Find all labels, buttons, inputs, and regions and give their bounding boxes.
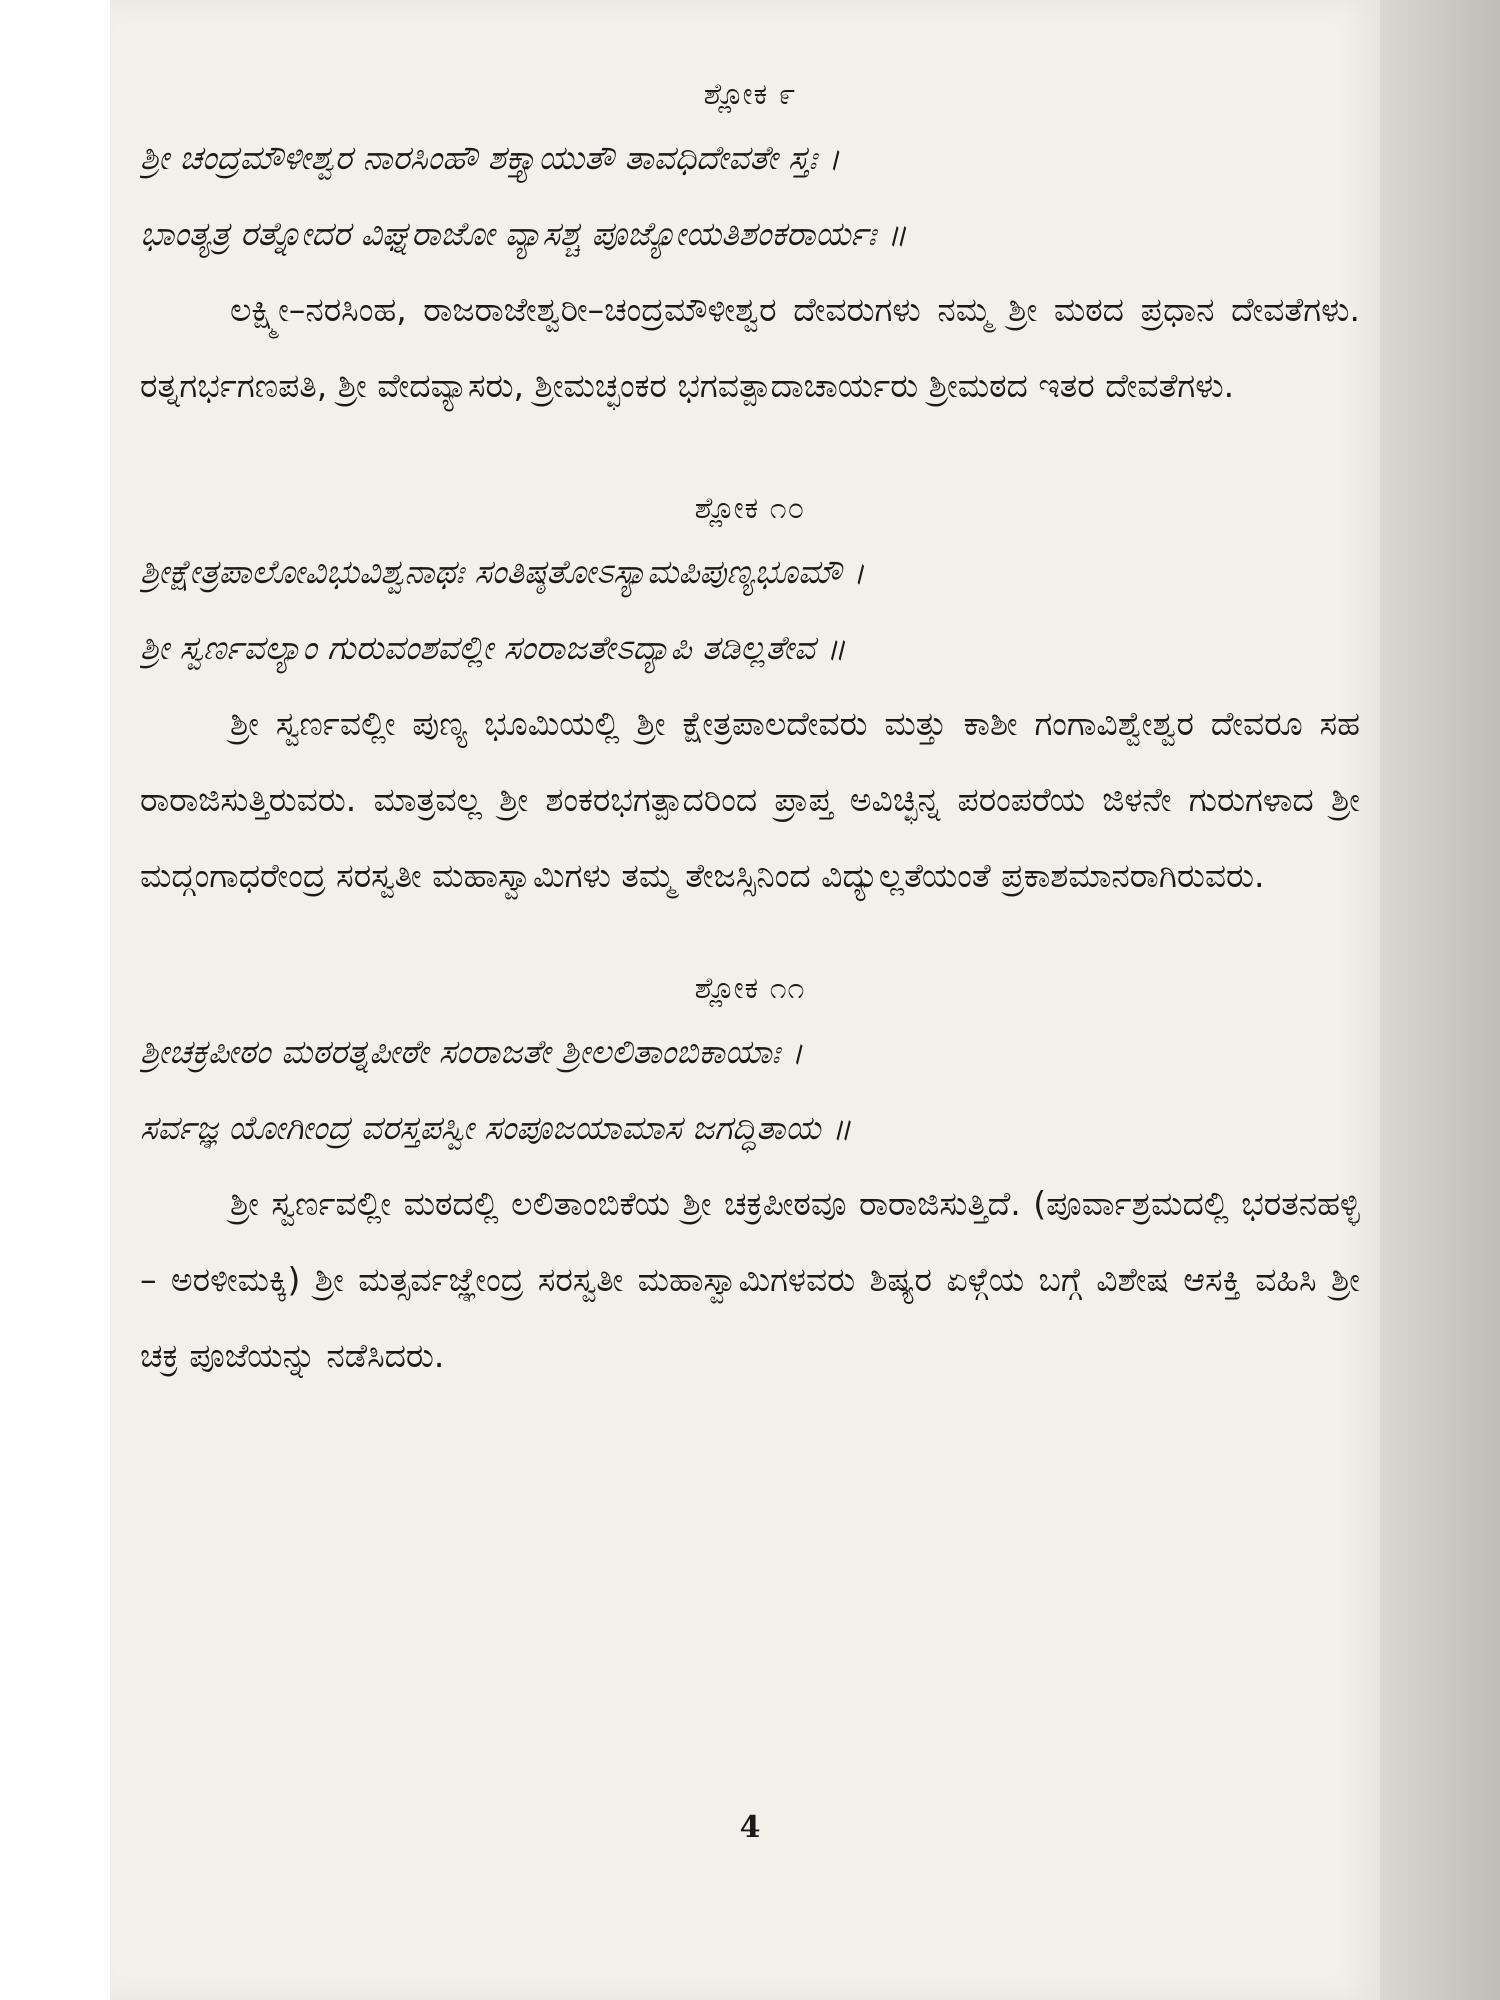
shloka-10-section (140, 484, 1360, 914)
shloka-10-verse-line-1: ಶ್ರೀಕ್ಷೇತ್ರಪಾಲೋವಿಭುವಿಶ್ವನಾಥಃ ಸಂತಿಷ್ಠತೋಽಸ್ಯಾಮಪಿಪುಣ್ಯಭೂಮೌ । (140, 552, 865, 591)
page-content (140, 70, 1360, 1394)
shloka-10-commentary-text: ಶ್ರೀ ಸ್ವರ್ಣವಲ್ಲೀ ಪುಣ್ಯ ಭೂಮಿಯಲ್ಲಿ ಶ್ರೀ ಕ್ಷೇತ್ರಪಾಲದೇವರು ಮತ್ತು ಕಾಶೀ ಗಂಗಾವಿಶ್ವೇಶ್ವರ ದೇವರೂ ಸಹ ರಾರಾಜಿಸುತ್ತಿರುವರು. ಮಾತ್ರವಲ್ಲ ಶ್ರೀ ಶಂಕರಭಗತ್ಪಾದರಿಂದ ಪ್ರಾಪ್ತ ಅವಿಚ್ಛಿನ್ನ ಪರಂಪರೆಯ ಜಿಳನೇ ಗುರುಗಳಾದ ಶ್ರೀ ಮದ್ಗಂಗಾಧರೇಂದ್ರ ಸರಸ್ವತೀ ಮಹಾಸ್ವಾಮಿಗಳು ತಮ್ಮ ತೇಜಸ್ಸಿನಿಂದ ವಿದ್ಯುಲ್ಲತೆಯಂತೆ ಪ್ರಕಾಶಮಾನರಾಗಿರುವರು. (140, 704, 1360, 895)
page-edge-shadow (1380, 0, 1500, 2000)
shloka-9-commentary (140, 272, 1360, 424)
section-gap (140, 914, 1360, 964)
shloka-11-verse-line-1: ಶ್ರೀಚಕ್ರಪೀಠಂ ಮಠರತ್ನಪೀಠೇ ಸಂರಾಜತೇ ಶ್ರೀಲಲಿತಾಂಬಿಕಾಯಾಃ । (140, 1032, 804, 1071)
shloka-11-section (140, 964, 1360, 1394)
shloka-9-section (140, 70, 1360, 424)
shloka-11-commentary-text: ಶ್ರೀ ಸ್ವರ್ಣವಲ್ಲೀ ಮಠದಲ್ಲಿ ಲಲಿತಾಂಬಿಕೆಯ ಶ್ರೀ ಚಕ್ರಪೀಠವೂ ರಾರಾಜಿಸುತ್ತಿದೆ. (ಪೂರ್ವಾಶ್ರಮದಲ್ಲಿ ಭರತನಹಳ್ಳಿ – ಅರಳೀಮಕ್ಕಿ) ಶ್ರೀ ಮತ್ಸರ್ವಜ್ಞೇಂದ್ರ ಸರಸ್ವತೀ ಮಹಾಸ್ವಾಮಿಗಳವರು ಶಿಷ್ಯರ ಏಳ್ಗೆಯ ಬಗ್ಗೆ ವಿಶೇಷ ಆಸಕ್ತಿ ವಹಿಸಿ ಶ್ರೀ ಚಕ್ರ ಪೂಜೆಯನ್ನು ನಡೆಸಿದರು. (140, 1184, 1360, 1375)
page-number: 4 (739, 1810, 761, 1845)
shloka-9-verse-line-2: ಭಾಂತ್ಯತ್ರ ರತ್ನೋದರ ವಿಘ್ನರಾಜೋ ವ್ಯಾಸಶ್ಚ ಪೂಜ್ಯೋಯತಿಶಂಕರಾರ್ಯಃ ॥ (140, 214, 907, 253)
shloka-10-commentary (140, 686, 1360, 914)
shloka-9-heading: ಶ್ಲೋಕ ೯ (703, 77, 797, 112)
shloka-11-commentary (140, 1166, 1360, 1394)
shloka-10-heading: ಶ್ಲೋಕ ೧೦ (694, 491, 806, 526)
shloka-11-heading: ಶ್ಲೋಕ ೧೧ (694, 971, 806, 1006)
shloka-10-verse-line-2: ಶ್ರೀ ಸ್ವರ್ಣವಲ್ಯಾಂ ಗುರುವಂಶವಲ್ಲೀ ಸಂರಾಜತೇಽದ್ಯಾಪಿ ತಡಿಲ್ಲತೇವ ॥ (140, 628, 846, 667)
shloka-9-commentary-text: ಲಕ್ಷ್ಮೀ–ನರಸಿಂಹ, ರಾಜರಾಜೇಶ್ವರೀ–ಚಂದ್ರಮೌಳೀಶ್ವರ ದೇವರುಗಳು ನಮ್ಮ ಶ್ರೀ ಮಠದ ಪ್ರಧಾನ ದೇವತೆಗಳು. ರತ್ನಗರ್ಭಗಣಪತಿ, ಶ್ರೀ ವೇದವ್ಯಾಸರು, ಶ್ರೀಮಚ್ಛಂಕರ ಭಗವತ್ಪಾದಾಚಾರ್ಯರು ಶ್ರೀಮಠದ ಇತರ ದೇವತೆಗಳು. (140, 290, 1360, 405)
shloka-9-verse-line-1: ಶ್ರೀ ಚಂದ್ರಮೌಳೀಶ್ವರ ನಾರಸಿಂಹೌ ಶಕ್ತ್ಯಾಯುತೌ ತಾವಧಿದೇವತೇ ಸ್ತಃ । (140, 138, 840, 177)
shloka-11-verse-line-2: ಸರ್ವಜ್ಞ ಯೋಗೀಂದ್ರ ವರಸ್ತಪಸ್ವೀ ಸಂಪೂಜಯಾಮಾಸ ಜಗದ್ಧಿತಾಯ ॥ (140, 1108, 852, 1147)
section-gap (140, 424, 1360, 484)
